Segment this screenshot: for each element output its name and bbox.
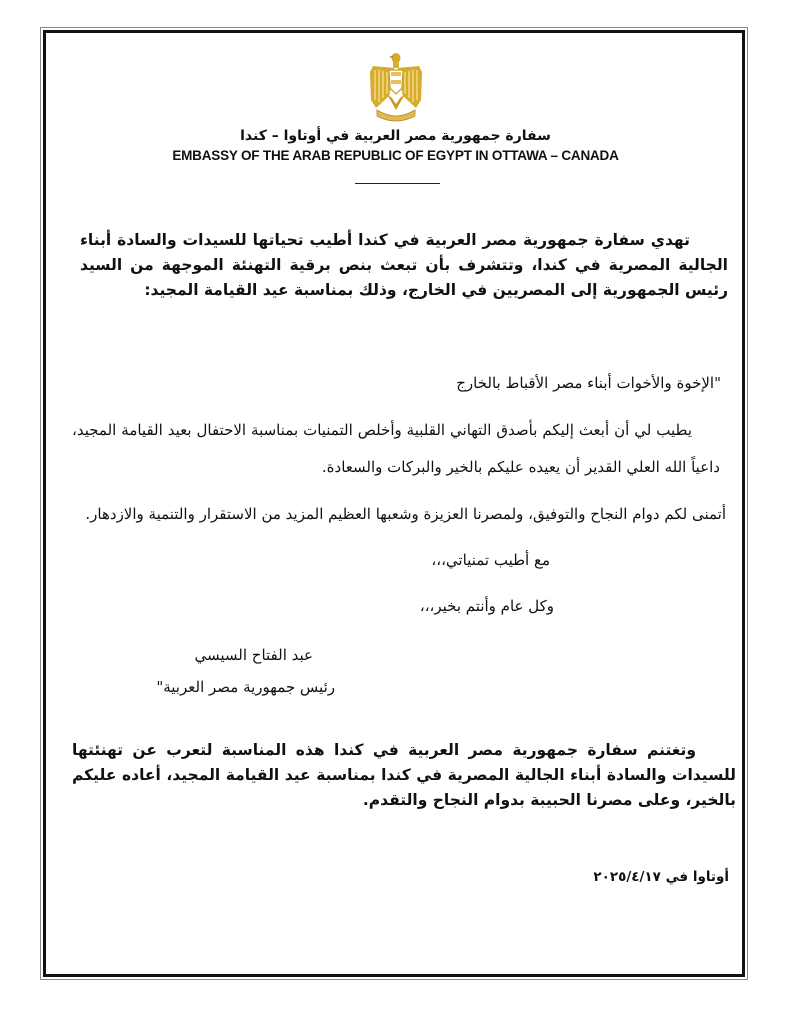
intro-paragraph: تهدي سفارة جمهورية مصر العربية في كندا أطيب تحياتها للسيدات والسادة أبناء الجالية المصرية في كندا، وتتشرف بأن تبعث بنص برقية التهنئة الموجهة من السيد رئيس الجمهورية إلى المصريين في الخارج، وذلك بمناسبة عيد القيامة المجيد:: [80, 231, 728, 299]
message-greeting: وكل عام وأنتم بخير،،،: [419, 597, 554, 615]
embassy-name-english: EMBASSY OF THE ARAB REPUBLIC OF EGYPT IN OTTAWA – CANADA: [172, 148, 619, 163]
message-paragraph-1: يطيب لي أن أبعث إليكم بأصدق التهاني القلبية وأخلص التمنيات بمناسبة الاحتفال بعيد القيامة المجيد، داعياً الله العلي القدير أن يعيده عليكم بالخير والبركات والسعادة.: [72, 421, 720, 476]
message-salutation: "الإخوة والأخوات أبناء مصر الأقباط بالخارج: [456, 374, 721, 392]
eagle-emblem-graphic: [367, 50, 425, 124]
eagle-emblem-icon: [367, 50, 425, 124]
message-paragraph-2: أتمنى لكم دوام النجاح والتوفيق، ولمصرنا العزيزة وشعبها العظيم المزيد من الاستقرار والتنمية والازدهار.: [85, 505, 726, 523]
signature-name: عبد الفتاح السيسي: [194, 646, 313, 664]
message-regards: مع أطيب تمنياتي،،،: [431, 551, 550, 569]
signature-title: رئيس جمهورية مصر العربية": [156, 678, 335, 696]
header-divider: [355, 183, 440, 184]
date-place-line: أوتاوا في ٢٠٢٥/٤/١٧: [593, 869, 729, 885]
closing-paragraph: وتغتنم سفارة جمهورية مصر العربية في كندا هذه المناسبة لتعرب عن تهنئتها للسيدات والسادة أبناء الجالية المصرية في كندا بمناسبة عيد القيامة المجيد، أعاده عليكم بالخير، وعلى مصرنا الحبيبة بدوام النجاح والتقدم.: [72, 741, 736, 809]
embassy-name-arabic: سفارة جمهورية مصر العربية في أوتاوا – كندا: [240, 128, 551, 144]
